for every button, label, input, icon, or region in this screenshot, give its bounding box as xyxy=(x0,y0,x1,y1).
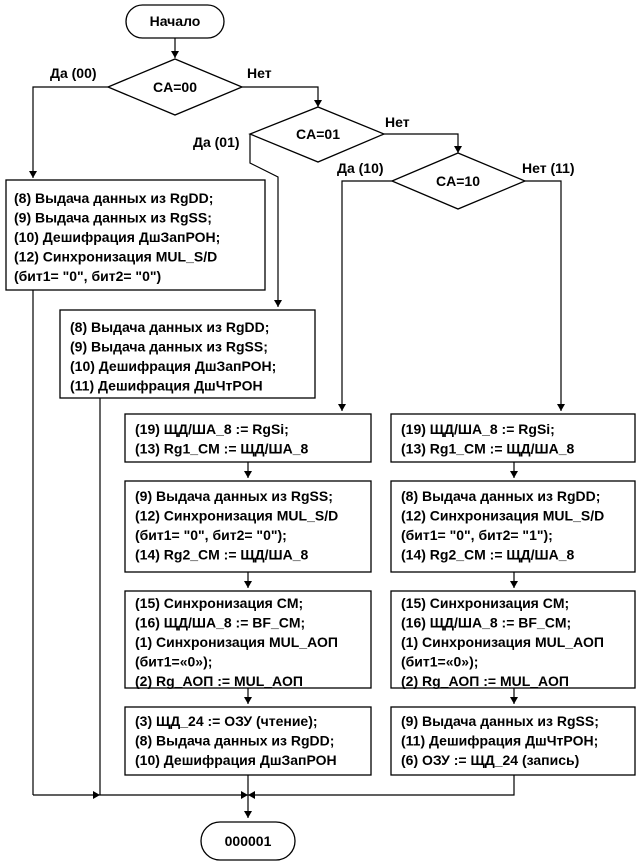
decision-ca-00 xyxy=(108,59,242,115)
block-line: (9) Выдача данных из RgSS; xyxy=(401,713,599,729)
block-text xyxy=(401,713,599,768)
block-line: (11) Дешифрация ДшЧтРОН; xyxy=(401,732,599,749)
block-line: (15) Синхронизация CM; xyxy=(135,595,304,611)
process-block-ca10-step2 xyxy=(125,481,371,572)
decision-label: CA=10 xyxy=(436,173,480,189)
block-line: (бит1=«0»); xyxy=(401,653,479,670)
block-line: (10) Дешифрация ДшЗапРОН; xyxy=(14,229,221,245)
block-line: (14) Rg2_CM := ЩД/ША_8 xyxy=(135,546,309,563)
block-line: (19) ЩД/ША_8 := RgSi; xyxy=(401,421,555,437)
start-label: Начало xyxy=(149,13,201,29)
block-line: (16) ЩД/ША_8 := BF_CM; xyxy=(135,614,306,631)
branch-label-no: Нет xyxy=(385,114,410,130)
process-block-ca11-step3 xyxy=(391,591,635,689)
process-block-ca10-step3 xyxy=(125,591,371,689)
process-block-ca10-step1 xyxy=(125,414,371,462)
branch-label-no: Нет xyxy=(247,65,272,81)
block-line: (12) Синхронизация MUL_S/D xyxy=(14,248,218,265)
decision-label: CA=00 xyxy=(153,79,197,95)
start-terminal xyxy=(126,5,224,38)
block-line: (6) ОЗУ := ЩД_24 (запись) xyxy=(401,752,580,768)
end-label: 000001 xyxy=(224,833,272,849)
block-line: (12) Синхронизация MUL_S/D xyxy=(135,507,339,524)
block-line: (14) Rg2_CM := ЩД/ША_8 xyxy=(401,546,575,563)
branch-label-yes: Да (10) xyxy=(337,160,384,176)
block-line: (бит1= "0", бит2= "0") xyxy=(14,268,162,284)
block-line: (13) Rg1_CM := ЩД/ША_8 xyxy=(401,440,575,457)
process-block-ca10-step4 xyxy=(125,707,371,775)
block-line: (12) Синхронизация MUL_S/D xyxy=(401,507,605,524)
block-line: (10) Дешифрация ДшЗапРОН; xyxy=(70,358,277,374)
block-line: (9) Выдача данных из RgSS; xyxy=(14,209,212,226)
block-line: (15) Синхронизация CM; xyxy=(401,595,570,611)
block-line: (1) Синхронизация MUL_АОП xyxy=(401,634,604,650)
process-block-ca11-step2 xyxy=(391,481,635,572)
branch-label-yes: Да (01) xyxy=(193,134,240,150)
decision-ca-01 xyxy=(250,107,384,162)
block-line: (8) Выдача данных из RgDD; xyxy=(70,319,270,335)
block-line: (бит1= "0", бит2= "1"); xyxy=(401,527,553,543)
decision-label: CA=01 xyxy=(296,126,340,142)
end-terminal xyxy=(201,822,295,860)
block-line: (бит1= "0", бит2= "0"); xyxy=(135,527,287,543)
process-block-ca00 xyxy=(6,180,265,290)
branch-label-no: Нет (11) xyxy=(522,160,575,176)
block-line: (бит1=«0»); xyxy=(135,653,213,670)
branch-label-yes: Да (00) xyxy=(50,65,97,81)
decision-ca-10 xyxy=(392,153,525,209)
process-block-ca11-step1 xyxy=(391,414,635,462)
block-line: (3) ЩД_24 := ОЗУ (чтение); xyxy=(135,713,318,729)
block-line: (2) Rg_АОП := MUL_АОП xyxy=(135,673,303,689)
block-line: (13) Rg1_CM := ЩД/ША_8 xyxy=(135,440,309,457)
block-line: (10) Дешифрация ДшЗапРОН xyxy=(135,752,337,768)
process-block-ca11-step4 xyxy=(391,707,635,775)
block-line: (8) Выдача данных из RgDD; xyxy=(401,488,601,504)
block-text xyxy=(135,713,337,768)
block-line: (9) Выдача данных из RgSS; xyxy=(135,488,333,504)
block-line: (8) Выдача данных из RgDD; xyxy=(14,190,214,206)
block-line: (11) Дешифрация ДшЧтРОН xyxy=(70,377,263,394)
block-line: (16) ЩД/ША_8 := BF_CM; xyxy=(401,614,572,631)
block-line: (19) ЩД/ША_8 := RgSi; xyxy=(135,421,289,437)
block-line: (1) Синхронизация MUL_АОП xyxy=(135,634,338,650)
block-line: (8) Выдача данных из RgDD; xyxy=(135,732,335,749)
process-block-ca01 xyxy=(60,310,315,398)
block-line: (9) Выдача данных из RgSS; xyxy=(70,338,268,355)
block-line: (2) Rg_АОП := MUL_АОП xyxy=(401,673,569,689)
